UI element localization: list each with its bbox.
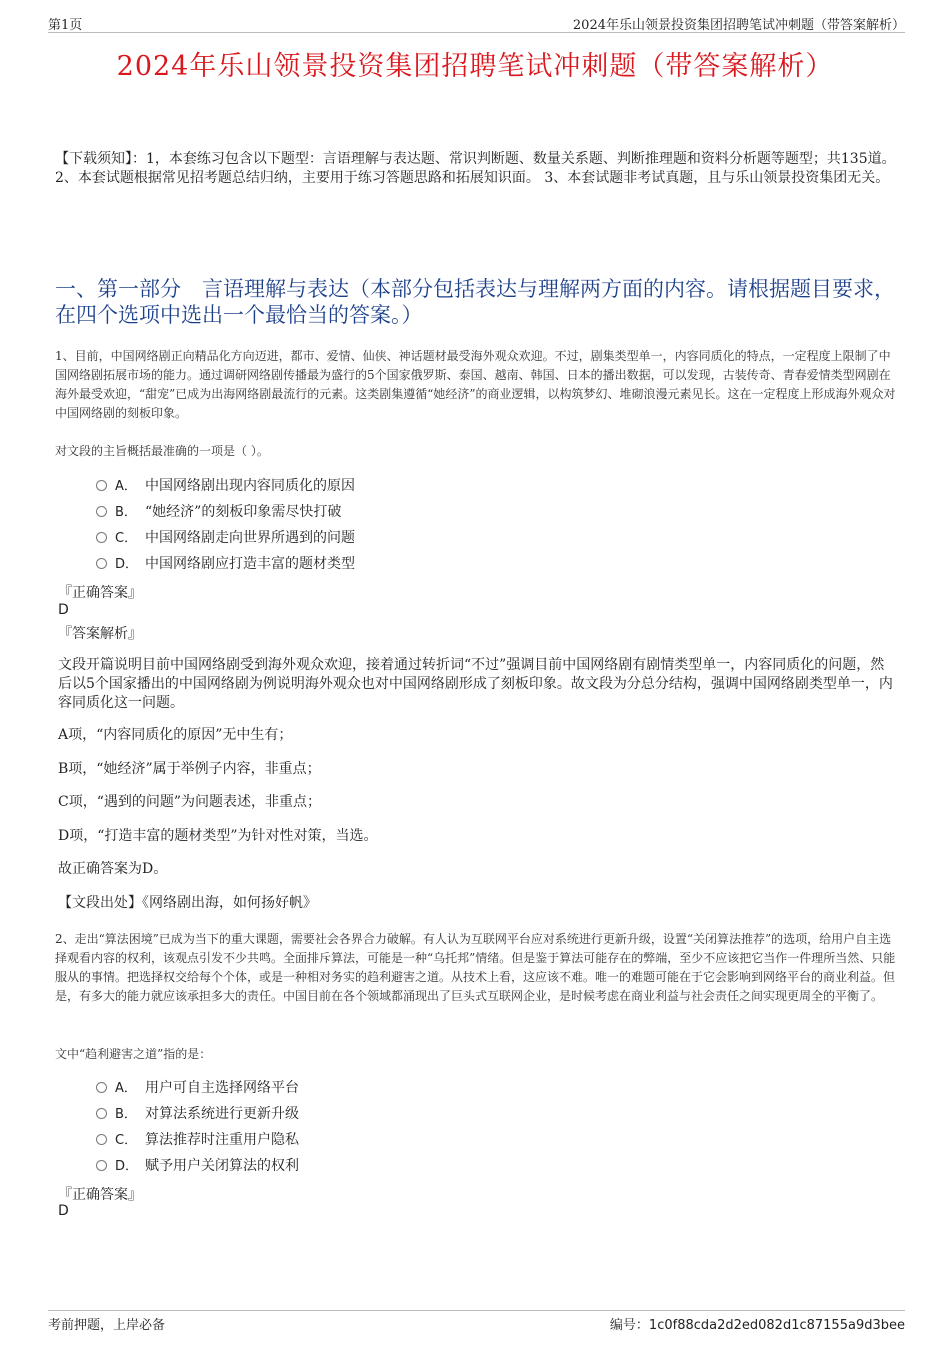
question-1-answer-label: 『正确答案』 [58,585,142,601]
analysis-item-d: D项，“打造丰富的题材类型”为针对性对策，当选。 [58,828,378,844]
analysis-item-a: A项，“内容同质化的原因”无中生有； [58,727,293,743]
section-heading: 一、第一部分 言语理解与表达（本部分包括表达与理解两方面的内容。请根据题目要求，在四个选项中选出一个最恰当的答案。） [55,277,895,327]
page-footer [48,1310,905,1332]
analysis-item-c: C项，“遇到的问题”为问题表述，非重点； [58,794,322,810]
question-1-source: 【文段出处】《网络剧出海，如何扬好帆》 [58,895,317,911]
radio-icon[interactable] [96,506,107,517]
question-1-analysis: 文段开篇说明目前中国网络剧受到海外观众欢迎，接着通过转折词“不过”强调目前中国网络剧有剧情类型单一，内容同质化的问题，然后以5个国家播出的中国网络剧为例说明海外观众也对中国网络剧形成了刻板印象。故文段为分总分结构，强调中国网络剧类型单一，内容同质化这一问题。 [58,657,893,711]
question-1-analysis-label: 『答案解析』 [58,626,142,642]
footer-slogan: 考前押题，上岸必备 [48,1318,166,1333]
page-number: 第1页 [48,18,83,33]
header-doc-title: 2024年乐山领景投资集团招聘笔试冲刺题（带答案解析） [572,18,905,33]
question-2-text: 2、走出“算法困境”已成为当下的重大课题，需要社会各界合力破解。有人认为互联网平台应对系统进行更新升级，设置“关闭算法推荐”的选项，给用户自主选择观看内容的权利，该观点引发不少共鸣。全面排斥算法，可能是一种“乌托邦”情绪。但是鉴于算法可能存在的弊端，至少不应该把它当作一件理所当然、只能服从的事情。把选择权交给每个个体，或是一种相对务实的趋利避害之道。从技术上看，这应该不难。唯一的难题可能在于它会影响到网络平台的商业利益。但是，有多大的能力就应该承担多大的责任。中国目前在各个领域都涌现出了巨头式互联网企业，是时候考虑在商业利益与社会责任之间实现更周全的平衡了。 [55,932,896,1003]
radio-icon[interactable] [96,1082,107,1093]
question-2-answer: D [58,1203,69,1219]
radio-icon[interactable] [96,1160,107,1171]
question-2-stem: 文中“趋利避害之道”指的是： [55,1047,212,1061]
question-2-answer-label: 『正确答案』 [58,1187,142,1203]
radio-icon[interactable] [96,1134,107,1145]
question-1-conclusion: 故正确答案为D。 [58,861,168,877]
question-1-option-c[interactable]: C． 中国网络剧走向世界所遇到的问题 [96,528,355,548]
radio-icon[interactable] [96,532,107,543]
question-1-stem: 对文段的主旨概括最准确的一项是（ ）。 [55,444,269,458]
document-title: 2024年乐山领景投资集团招聘笔试冲刺题（带答案解析） [116,51,834,82]
footer-code: 编号：1c0f88cda2d2ed082d1c87155a9d3bee [609,1318,905,1333]
radio-icon[interactable] [96,480,107,491]
question-1-answer: D [58,602,69,618]
question-1-option-b[interactable]: B． “她经济”的刻板印象需尽快打破 [96,502,341,522]
question-1-option-d[interactable]: D． 中国网络剧应打造丰富的题材类型 [96,554,355,574]
question-2-option-a[interactable]: A． 用户可自主选择网络平台 [96,1078,299,1098]
radio-icon[interactable] [96,558,107,569]
page-header [48,14,905,33]
radio-icon[interactable] [96,1108,107,1119]
question-1-option-a[interactable]: A． 中国网络剧出现内容同质化的原因 [96,476,355,496]
question-2-option-b[interactable]: B． 对算法系统进行更新升级 [96,1104,299,1124]
download-notice: 【下载须知】：1，本套练习包含以下题型：言语理解与表达题、常识判断题、数量关系题、判断推理题和资料分析题等题型；共135道。 2、本套试题根据常见招考题总结归纳，主要用于练习答题思路和拓展知识面。 3、本套试题非考试真题，且与乐山领景投资集团无关。 [55,151,896,186]
analysis-item-b: B项，“她经济”属于举例子内容，非重点； [58,761,321,777]
question-2-option-d[interactable]: D． 赋予用户关闭算法的权利 [96,1156,299,1176]
question-2-option-c[interactable]: C． 算法推荐时注重用户隐私 [96,1130,299,1150]
question-1-text: 1、目前，中国网络剧正向精品化方向迈进，都市、爱情、仙侠、神话题材最受海外观众欢迎。不过，剧集类型单一，内容同质化的特点，一定程度上限制了中国网络剧拓展市场的能力。通过调研网络剧传播最为盛行的5个国家俄罗斯、泰国、越南、韩国、日本的播出数据，可以发现，古装传奇、青春爱情类型网剧在海外最受欢迎，“甜宠”已成为出海网络剧最流行的元素。这类剧集遵循“她经济”的商业逻辑，以构筑梦幻、堆砌浪漫元素见长。这在一定程度上形成海外观众对中国网络剧的刻板印象。 [55,349,896,420]
